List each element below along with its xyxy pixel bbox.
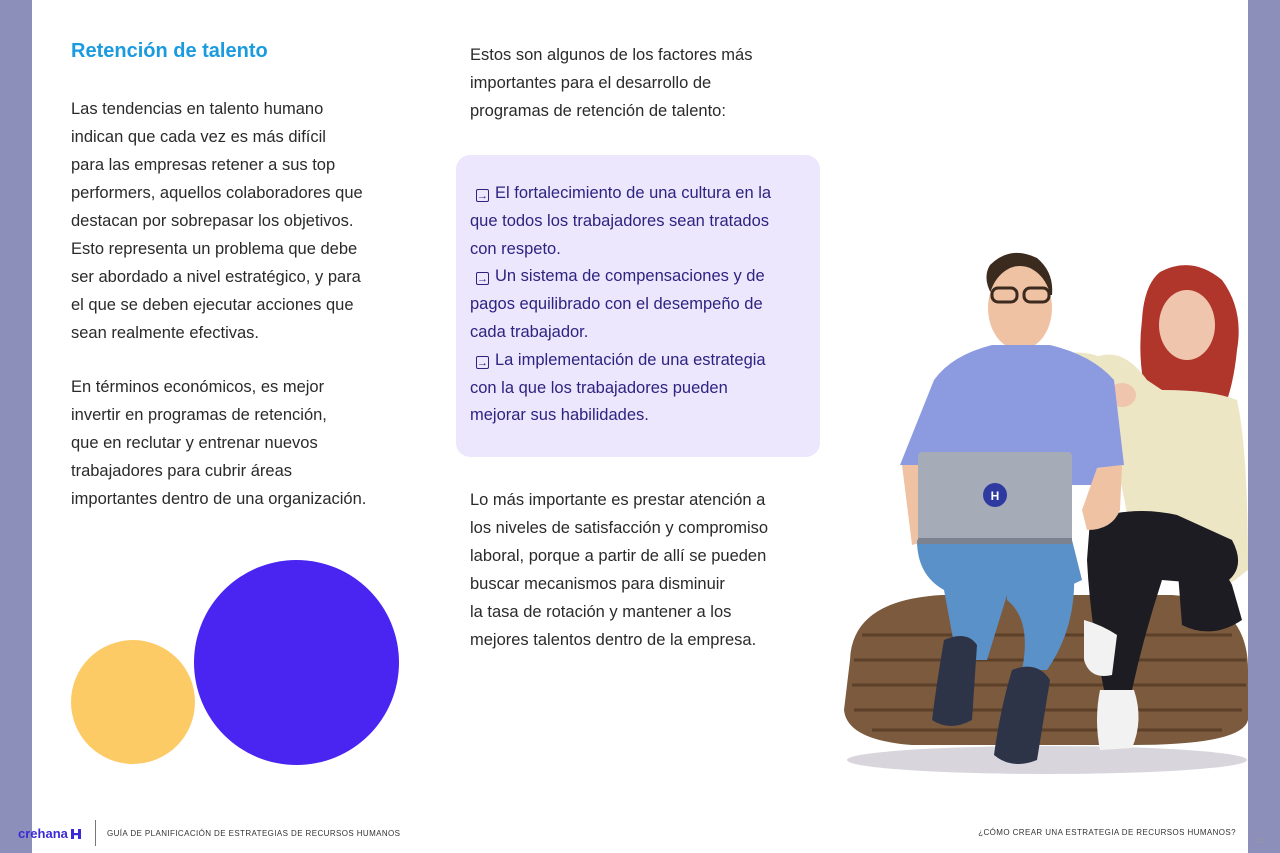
- footer-section-title: ¿CÓMO CREAR UNA ESTRATEGIA DE RECURSOS HUMANOS?: [978, 828, 1236, 837]
- left-paragraph-2: En términos económicos, es mejor invertir en programas de retención, que en reclutar y entrenar nuevos trabajadores para cubrir áreas importantes dentro de una organización.: [71, 378, 367, 508]
- brand-logo: [18, 826, 81, 841]
- intro-paragraph: Estos son algunos de los factores más importantes para el desarrollo de programas de retención de talento:: [470, 46, 753, 120]
- factor-text: La implementación de una estrategia: [495, 350, 766, 369]
- document-page: [32, 0, 1248, 853]
- factor-text-continued: con la que los trabajadores pueden mejorar sus habilidades.: [470, 378, 728, 425]
- factor-item: [470, 180, 810, 263]
- factors-box: [456, 155, 820, 457]
- factor-item: [470, 263, 810, 346]
- section-title: Retención de talento: [71, 40, 268, 62]
- decorative-purple-circle: [194, 560, 399, 765]
- factor-text-continued: que todos los trabajadores sean tratados con respeto.: [470, 211, 770, 258]
- arrow-right-icon: →: [477, 273, 488, 286]
- factor-item: [470, 347, 810, 430]
- arrow-right-icon: →: [477, 356, 488, 369]
- factor-text: El fortalecimiento de una cultura en la: [495, 184, 772, 202]
- page-number: 12: [1256, 838, 1264, 845]
- svg-text:H: H: [990, 489, 1000, 503]
- left-paragraph-1: Las tendencias en talento humano indican que cada vez es más difícil para las empresas retener a sus top performers, aquellos colaboradores que destacan por sobrepasar los objetivos. Esto representa un problema que debe ser abordado a nivel estratégico, y para el que se deben ejecutar acciones que sean realmente efectivas.: [71, 100, 363, 342]
- conclusion-paragraph: Lo más importante es prestar atención a los niveles de satisfacción y compromiso laboral, porque a partir de allí se pueden buscar mecanismos para disminuir la tasa de rotación y mantener a los mejores talentos dentro de la empresa.: [470, 491, 769, 649]
- arrow-right-icon: →: [477, 190, 488, 202]
- people-photo: [832, 240, 1248, 780]
- footer-guide-title: GUÍA DE PLANIFICACIÓN DE ESTRATEGIAS DE RECURSOS HUMANOS: [107, 829, 401, 838]
- factor-text-continued: pagos equilibrado con el desempeño de cada trabajador.: [470, 295, 763, 341]
- brand-name: crehana: [18, 826, 68, 841]
- factor-text: Un sistema de compensaciones y de: [495, 267, 765, 286]
- factors-list: [470, 180, 810, 430]
- footer-divider: [95, 820, 96, 846]
- crehana-mark-icon: [71, 829, 81, 839]
- decorative-yellow-circle: [71, 640, 195, 764]
